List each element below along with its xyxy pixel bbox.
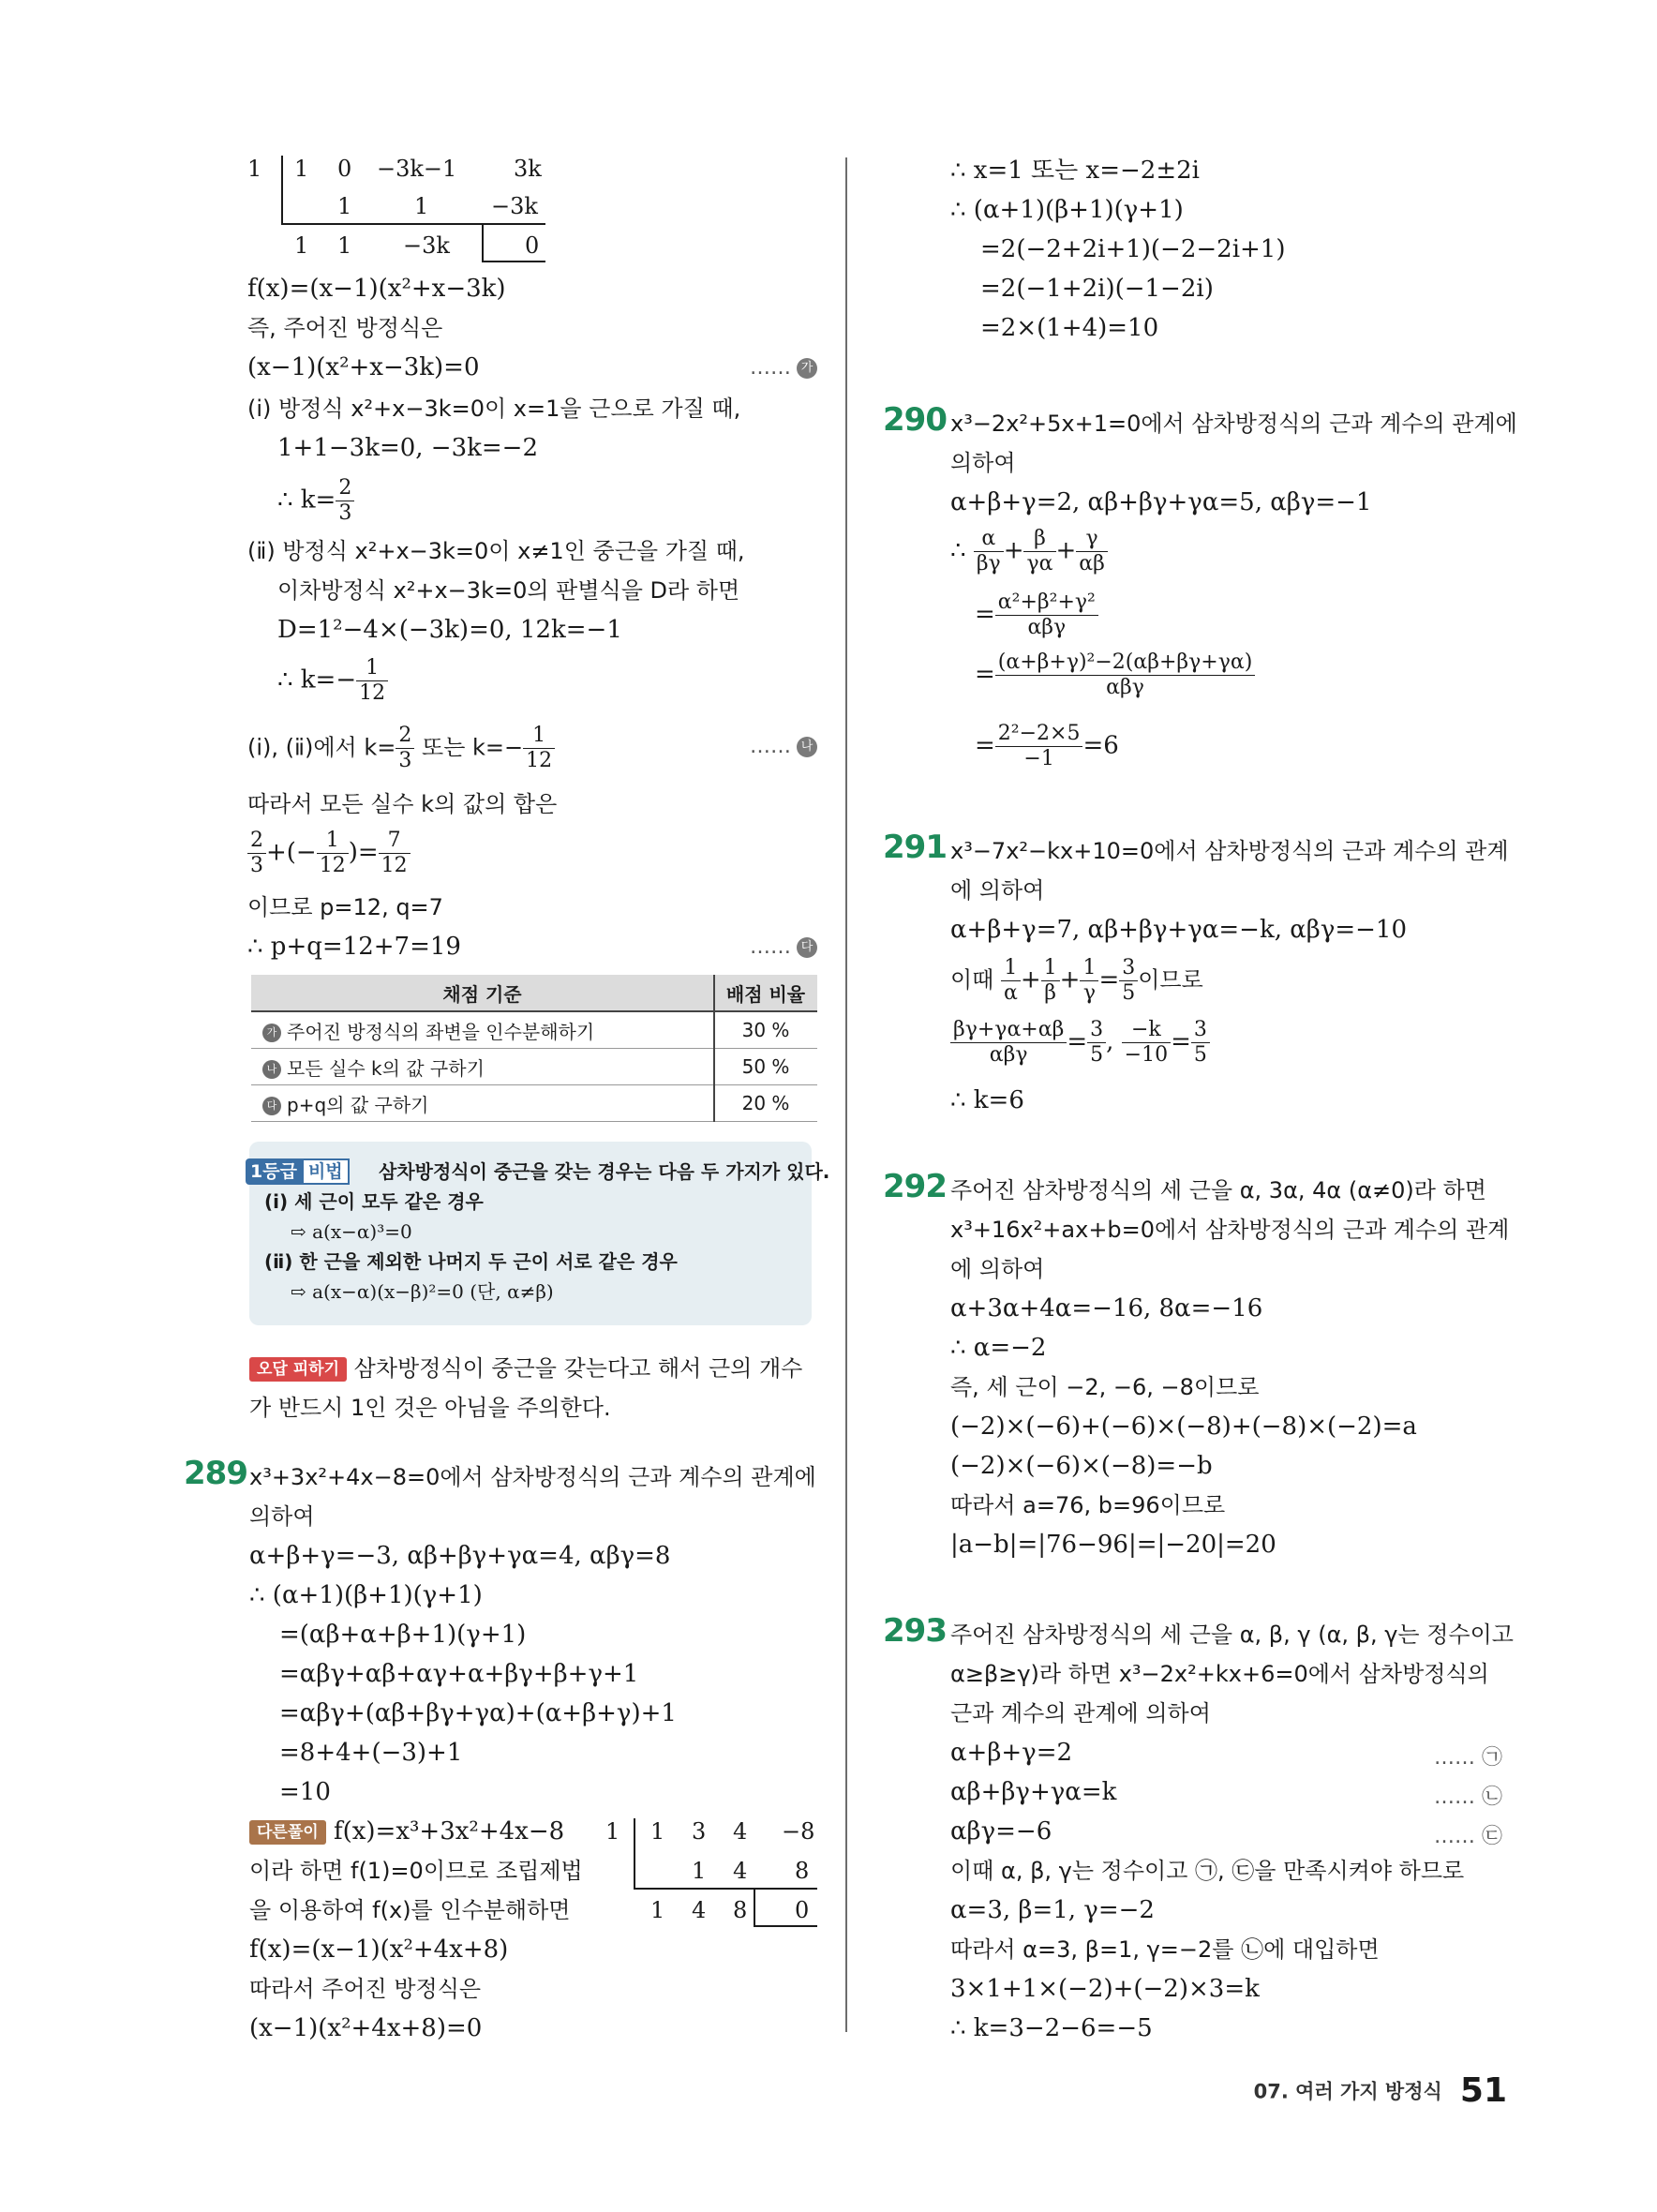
synth2-vline xyxy=(634,1818,635,1888)
problem-293-number: 293 xyxy=(883,1612,947,1650)
p289-alt-line-5: 따라서 주어진 방정식은 xyxy=(249,1976,482,2002)
synth1-r1c1: 1 xyxy=(294,156,309,182)
p291-frac-1: 이때 $\frac{1}{\alpha}$ + $\frac{1}{\beta}$ + $\frac{1}{\gamma}$ = $\frac{3}{5}$ 이므로 xyxy=(950,956,1203,1005)
p293-line-8: α=3, β=1, γ=−2 xyxy=(950,1896,1155,1924)
line-eq: (x−1)(x²+x−3k)=0 xyxy=(247,353,480,381)
line-case2-disc: 이차방정식 x²+x−3k=0의 판별식을 D라 하면 xyxy=(277,577,740,604)
line-sum-intro: 따라서 모든 실수 k의 값의 합은 xyxy=(247,791,558,817)
p289-alt-line-3: 을 이용하여 f(x)를 인수분해하면 xyxy=(249,1897,571,1923)
marker-na: …… 나 xyxy=(750,735,817,758)
p292-line-3: 에 의하여 xyxy=(950,1256,1045,1282)
problem-291-number: 291 xyxy=(883,829,947,866)
score-header-ratio: 배점 비율 xyxy=(714,975,817,1011)
problem-292-number: 292 xyxy=(883,1168,947,1205)
score-header-criteria: 채점 기준 xyxy=(251,975,714,1011)
p292-line-9: 따라서 a=76, b=96이므로 xyxy=(950,1492,1226,1518)
synth2-box-h xyxy=(754,1925,817,1927)
table-row: 나 모든 실수 k의 값 구하기 50 % xyxy=(251,1049,817,1085)
synth1-r3c2: 1 xyxy=(337,232,352,259)
marker-digeut: …… ㉢ xyxy=(1434,1825,1503,1848)
problem-290-number: 290 xyxy=(883,401,947,439)
p290-line-3: α+β+γ=2, αβ+βγ+γα=5, αβγ=−1 xyxy=(950,488,1372,516)
synth1-hline xyxy=(281,223,545,225)
synth1-r1c4: 3k xyxy=(514,156,542,182)
p293-line-9: 따라서 α=3, β=1, γ=−2를 ㉡에 대입하면 xyxy=(950,1936,1380,1963)
problem-289-number: 289 xyxy=(184,1455,247,1492)
synth1-r1c3: −3k−1 xyxy=(377,156,457,182)
line-pq: 이므로 p=12, q=7 xyxy=(247,894,443,920)
p293-line-6: αβγ=−6 xyxy=(950,1817,1052,1846)
p289-line-9: =10 xyxy=(279,1778,331,1806)
line-pq-sum: ∴ p+q=12+7=19 xyxy=(247,933,461,961)
p292-line-5: ∴ α=−2 xyxy=(950,1334,1047,1362)
synth1-r2c2: 1 xyxy=(414,193,429,219)
synth1-r3c1: 1 xyxy=(294,232,309,259)
p290-frac-1: ∴ $\frac{\alpha}{\beta\gamma}$ + $\frac{\beta}{\gamma\alpha}$ + $\frac{\gamma}{\alpha\beta}$ xyxy=(950,527,1108,576)
tip-title: 삼차방정식이 중근을 갖는 경우는 다음 두 가지가 있다. xyxy=(379,1160,830,1183)
p289-line-1: x³+3x²+4x−8=0에서 삼차방정식의 근과 계수의 관계에 xyxy=(249,1464,816,1490)
line-k2: ∴ k=− $\frac{1}{12}$ xyxy=(277,656,388,706)
tip-line-4: ⇨ a(x−α)(x−β)²=0 (단, α≠β) xyxy=(291,1280,554,1303)
tip-line-1: (ⅰ) 세 근이 모두 같은 경우 xyxy=(264,1190,484,1213)
line-case2: (ⅱ) 방정식 x²+x−3k=0이 x≠1인 중근을 가질 때, xyxy=(247,538,745,564)
p290-line-1: x³−2x²+5x+1=0에서 삼차방정식의 근과 계수의 관계에 xyxy=(950,411,1517,437)
column-divider xyxy=(845,157,847,2032)
p289-line-6: =αβγ+αβ+αγ+α+βγ+β+γ+1 xyxy=(279,1660,639,1688)
synth1-r3c3: −3k xyxy=(403,232,450,259)
synth1-box-h xyxy=(482,261,545,262)
p292-line-4: α+3α+4α=−16, 8α=−16 xyxy=(950,1294,1263,1323)
p293-line-5: αβ+βγ+γα=k xyxy=(950,1778,1117,1806)
line-sum: $\frac{2}{3}$ +(− $\frac{1}{12}$ )= $\frac{7}{12}$ xyxy=(247,829,411,878)
p291-line-3: α+β+γ=7, αβ+βγ+γα=−k, αβγ=−10 xyxy=(950,916,1408,944)
p289-line-8: =8+4+(−3)+1 xyxy=(279,1739,463,1767)
r-top-line-2: ∴ (α+1)(β+1)(γ+1) xyxy=(950,196,1184,224)
tip-line-2: ⇨ a(x−α)³=0 xyxy=(291,1220,412,1243)
p290-frac-4: = $\frac{\text{2²−2×5}}{-1}$ =6 xyxy=(975,722,1119,770)
synth1-r2c1: 1 xyxy=(337,193,352,219)
tip-tag: 1등급 비법 xyxy=(246,1158,350,1185)
p293-line-4: α+β+γ=2 xyxy=(950,1739,1073,1767)
marker-ga: …… 가 xyxy=(750,356,817,380)
p292-line-6: 즉, 세 근이 −2, −6, −8이므로 xyxy=(950,1374,1260,1400)
r-top-line-5: =2×(1+4)=10 xyxy=(980,314,1159,342)
p291-line-4: ∴ k=6 xyxy=(950,1086,1024,1114)
line-given: 즉, 주어진 방정식은 xyxy=(247,315,443,341)
score-table xyxy=(251,975,817,1122)
tip-line-3: (ⅱ) 한 근을 제외한 나머지 두 근이 서로 같은 경우 xyxy=(264,1250,678,1273)
line-case2-D: D=1²−4×(−3k)=0, 12k=−1 xyxy=(277,616,622,644)
marker-giyeok: …… ㉠ xyxy=(1434,1746,1503,1770)
p293-line-2: α≥β≥γ)라 하면 x³−2x²+kx+6=0에서 삼차방정식의 xyxy=(950,1661,1489,1687)
p289-line-4: ∴ (α+1)(β+1)(γ+1) xyxy=(249,1581,483,1609)
page-number: 51 xyxy=(1459,2071,1507,2110)
marker-da: …… 다 xyxy=(750,935,817,959)
synth2-box-v xyxy=(754,1890,755,1927)
alt-solution-badge: 다른풀이 xyxy=(249,1820,326,1845)
line-case1-calc: 1+1−3k=0, −3k=−2 xyxy=(277,434,539,462)
p290-frac-3: = $\frac{\text{(α+β+γ)²−2(αβ+βγ+γα)}}{\text{αβγ}}$ xyxy=(975,650,1255,700)
p292-line-10: |a−b|=|76−96|=|−20|=20 xyxy=(950,1531,1276,1559)
synth1-root: 1 xyxy=(247,156,262,182)
table-row: 다 p+q의 값 구하기 20 % xyxy=(251,1085,817,1122)
p292-line-8: (−2)×(−6)×(−8)=−b xyxy=(950,1452,1213,1480)
p293-line-3: 근과 계수의 관계에 의하여 xyxy=(950,1700,1211,1726)
p291-line-1: x³−7x²−kx+10=0에서 삼차방정식의 근과 계수의 관계 xyxy=(950,838,1509,864)
p289-alt-line-6: (x−1)(x²+4x+8)=0 xyxy=(249,2014,483,2042)
page-footer xyxy=(1254,2071,1507,2110)
chapter-title: 07. 여러 가지 방정식 xyxy=(1253,2080,1442,2103)
p289-line-7: =αβγ+(αβ+βγ+γα)+(α+β+γ)+1 xyxy=(279,1699,677,1727)
table-row: 가 주어진 방정식의 좌변을 인수분해하기 30 % xyxy=(251,1011,817,1049)
line-fx: f(x)=(x−1)(x²+x−3k) xyxy=(247,275,506,303)
synth1-box-v xyxy=(482,225,484,262)
r-top-line-1: ∴ x=1 또는 x=−2±2i xyxy=(950,157,1200,185)
avoid-line-2: 가 반드시 1인 것은 아님을 주의한다. xyxy=(249,1395,611,1421)
line-both: (ⅰ), (ⅱ)에서 k= $\frac{2}{3}$ 또는 k=− $\frac{1}{12}$ xyxy=(247,724,555,773)
p290-line-2: 의하여 xyxy=(950,450,1016,476)
synth1-r1c2: 0 xyxy=(337,156,352,182)
avoid-badge: 오답 피하기 xyxy=(249,1357,347,1382)
p293-line-1: 주어진 삼차방정식의 세 근을 α, β, γ (α, β, γ는 정수이고 xyxy=(950,1622,1514,1648)
p291-line-2: 에 의하여 xyxy=(950,877,1045,904)
avoid-line-1: 오답 피하기 삼차방정식이 중근을 갖는다고 해서 근의 개수 xyxy=(249,1353,802,1383)
r-top-line-4: =2(−1+2i)(−1−2i) xyxy=(980,275,1214,303)
p289-line-3: α+β+γ=−3, αβ+βγ+γα=4, αβγ=8 xyxy=(249,1542,671,1570)
line-case1: (ⅰ) 방정식 x²+x−3k=0이 x=1을 근으로 가질 때, xyxy=(247,396,741,422)
p293-line-11: ∴ k=3−2−6=−5 xyxy=(950,2014,1153,2042)
p292-line-7: (−2)×(−6)+(−6)×(−8)+(−8)×(−2)=a xyxy=(950,1412,1417,1441)
line-k1: ∴ k= $\frac{2}{3}$ xyxy=(277,476,354,526)
p289-alt-line-2: 이라 하면 f(1)=0이므로 조립제법 xyxy=(249,1858,583,1884)
p289-line-2: 의하여 xyxy=(249,1503,315,1530)
p289-line-5: =(αβ+α+β+1)(γ+1) xyxy=(279,1621,527,1649)
p292-line-1: 주어진 삼차방정식의 세 근을 α, 3α, 4α (α≠0)라 하면 xyxy=(950,1177,1486,1203)
p293-line-7: 이때 α, β, γ는 정수이고 ㉠, ㉢을 만족시켜야 하므로 xyxy=(950,1858,1465,1884)
p291-frac-2: $\frac{\beta\gamma+\gamma\alpha+\alpha\beta}{\text{αβγ}}$ = $\frac{3}{5}$ , $\frac{-k}{-10}$ = $\frac{3}{5}$ xyxy=(950,1018,1210,1068)
p293-line-10: 3×1+1×(−2)+(−2)×3=k xyxy=(950,1975,1260,2003)
marker-nieun: …… ㉡ xyxy=(1434,1786,1503,1809)
p289-alt-line-4: f(x)=(x−1)(x²+4x+8) xyxy=(249,1936,509,1964)
synth1-r2c3: −3k xyxy=(491,193,538,219)
p290-frac-2: = $\frac{\text{α²+β²+γ²}}{\text{αβγ}}$ xyxy=(975,590,1098,640)
synth1-r3c4: 0 xyxy=(525,232,540,259)
r-top-line-3: =2(−2+2i+1)(−2−2i+1) xyxy=(980,235,1286,263)
synth1-vline xyxy=(281,156,283,223)
synth2-hline xyxy=(634,1888,817,1890)
p289-alt-line-1: 다른풀이 f(x)=x³+3x²+4x−8 xyxy=(249,1816,564,1846)
p292-line-2: x³+16x²+ax+b=0에서 삼차방정식의 근과 계수의 관계 xyxy=(950,1217,1510,1243)
